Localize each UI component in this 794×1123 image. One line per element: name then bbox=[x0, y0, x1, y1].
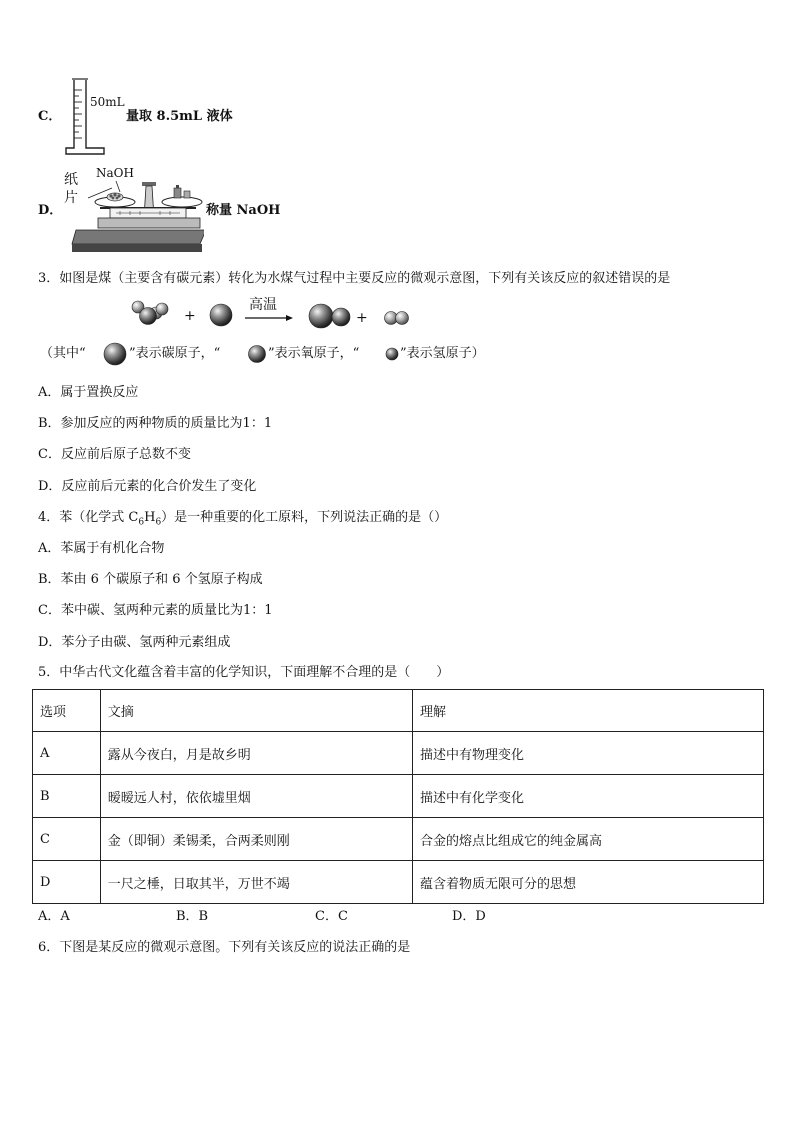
header-excerpt: 文摘 bbox=[100, 690, 412, 732]
row-a-excerpt: 露从今夜白，月是故乡明 bbox=[100, 732, 412, 775]
option-c-letter: C． bbox=[38, 109, 62, 124]
q5-answer-d: D．D bbox=[452, 909, 486, 924]
option-d-letter: D． bbox=[38, 203, 63, 218]
row-a-option: A bbox=[33, 732, 101, 775]
carbon-atom bbox=[210, 304, 232, 326]
legend-oxygen-icon bbox=[246, 343, 268, 365]
option-d-text: 称量 NaOH bbox=[206, 203, 281, 218]
q5-table bbox=[32, 689, 764, 904]
cylinder-capacity-label: 50mL bbox=[90, 95, 125, 109]
legend-hydrogen-icon bbox=[384, 346, 400, 362]
option-c-text: 量取 8.5mL 液体 bbox=[126, 109, 233, 124]
q4-sub-hydrogen: 6 bbox=[155, 517, 162, 528]
table-row bbox=[33, 775, 764, 818]
table-row bbox=[33, 732, 764, 775]
q5-answer-b: B．B bbox=[176, 909, 209, 924]
graduated-cylinder-figure bbox=[64, 78, 108, 158]
plus-sign-2: + bbox=[356, 310, 368, 326]
legend-carbon-icon bbox=[101, 340, 129, 368]
q6-stem: 6．下图是某反应的微观示意图。下列有关该反应的说法正确的是 bbox=[38, 940, 411, 955]
q5-stem: 5．中华古代文化蕴含着丰富的化学知识，下面理解不合理的是（ ） bbox=[38, 665, 450, 680]
row-d-understanding: 蕴含着物质无限可分的思想 bbox=[413, 861, 764, 904]
paper-label-1: 纸 bbox=[64, 172, 78, 188]
q4-sub-carbon: 6 bbox=[138, 517, 145, 528]
q4-option-d: D．苯分子由碳、氢两种元素组成 bbox=[38, 635, 231, 650]
header-option: 选项 bbox=[33, 690, 101, 732]
row-b-understanding: 描述中有化学变化 bbox=[413, 775, 764, 818]
row-c-understanding: 合金的熔点比组成它的纯金属高 bbox=[413, 818, 764, 861]
q3-option-a: A．属于置换反应 bbox=[38, 385, 139, 400]
q5-answer-a: A．A bbox=[38, 909, 70, 924]
q5-answer-c: C．C bbox=[315, 909, 348, 924]
table-header-row bbox=[33, 690, 764, 732]
naoh-label: NaOH bbox=[96, 166, 134, 180]
table-row bbox=[33, 861, 764, 904]
q4-stem-post: ）是一种重要的化工原料，下列说法正确的是（） bbox=[161, 510, 448, 525]
legend-open: （其中“ bbox=[40, 346, 86, 361]
row-b-excerpt: 暧暧远人村，依依墟里烟 bbox=[100, 775, 412, 818]
row-a-understanding: 描述中有物理变化 bbox=[413, 732, 764, 775]
water-molecule bbox=[132, 301, 168, 325]
reaction-condition: 高温 bbox=[249, 297, 277, 313]
q3-option-c: C．反应前后原子总数不变 bbox=[38, 447, 191, 462]
q3-option-d: D．反应前后元素的化合价发生了变化 bbox=[38, 479, 257, 494]
row-d-excerpt: 一尺之棰，日取其半，万世不竭 bbox=[100, 861, 412, 904]
header-understanding: 理解 bbox=[413, 690, 764, 732]
co-molecule bbox=[309, 304, 350, 328]
legend-carbon-text: ”表示碳原子，“ bbox=[129, 346, 221, 361]
reaction-arrow bbox=[245, 315, 293, 321]
legend-hydrogen-text: ”表示氢原子） bbox=[400, 346, 485, 361]
row-b-option: B bbox=[33, 775, 101, 818]
q3-stem: 3．如图是煤（主要含有碳元素）转化为水煤气过程中主要反应的微观示意图，下列有关该反应的叙述错误的是 bbox=[38, 271, 671, 286]
q4-stem-pre: 4．苯（化学式 C bbox=[38, 510, 139, 525]
q4-option-a: A．苯属于有机化合物 bbox=[38, 541, 165, 556]
q3-option-b: B．参加反应的两种物质的质量比为1：1 bbox=[38, 416, 273, 431]
legend-oxygen-text: ”表示氧原子，“ bbox=[268, 346, 360, 361]
row-c-option: C bbox=[33, 818, 101, 861]
hydrogen-molecule bbox=[385, 312, 409, 325]
row-d-option: D bbox=[33, 861, 101, 904]
table-row bbox=[33, 818, 764, 861]
plus-sign-1: + bbox=[184, 308, 196, 324]
paper-label-2: 片 bbox=[64, 190, 78, 206]
q4-option-b: B．苯由 6 个碳原子和 6 个氢原子构成 bbox=[38, 572, 263, 587]
q4-option-c: C．苯中碳、氢两种元素的质量比为1：1 bbox=[38, 603, 273, 618]
q4-stem bbox=[38, 510, 447, 526]
row-c-excerpt: 金（即铜）柔锡柔，合两柔则刚 bbox=[100, 818, 412, 861]
q4-stem-mid: H bbox=[144, 510, 156, 525]
balance-figure bbox=[70, 178, 204, 258]
